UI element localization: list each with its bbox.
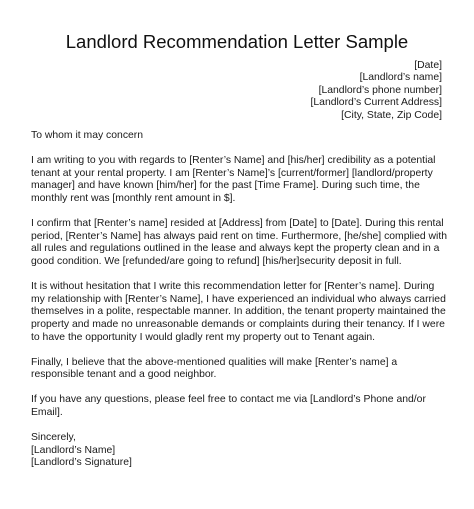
- greeting: To whom it may concern: [31, 130, 144, 141]
- paragraph-contact: If you have any questions, please feel free to contact me via [Landlord’s Phone and/or Email].: [31, 394, 426, 419]
- sender-info-block: [311, 60, 443, 122]
- landlord-phone-placeholder: [Landlord’s phone number]: [318, 84, 442, 96]
- closing-landlord-name: [Landlord’s Name]: [31, 444, 116, 456]
- letter-body: [31, 130, 447, 470]
- valediction: Sincerely,: [31, 432, 76, 444]
- paragraph-recommendation: It is without hesitation that I write this recommendation letter for [Renter’s name]. During my relationship with [Renter’s Name], I have experienced an individual who always carried themselves in a polite, respectable manner. In addition, the tenant property maintained the property and made no unreasonable demands or complaints during their tenancy. If I were to have the opportunity I would gladly rent my property out to Tenant again.: [31, 281, 446, 343]
- page-title: Landlord Recommendation Letter Sample: [65, 31, 409, 52]
- date-placeholder: [Date]: [414, 60, 442, 71]
- paragraph-confirmation: I confirm that [Renter’s name] resided at [Address] from [Date] to [Date]. During this rental period, [Renter’s Name] has always paid rent on time. Furthermore, [he/she] complied with all rules and regulations outlined in the lease and always kept the property clean and in a good condition. We [refunded/are going to refund] [his/her]security deposit in full.: [31, 218, 448, 267]
- closing-block: [31, 432, 447, 470]
- landlord-address-placeholder: [Landlord’s Current Address]: [310, 97, 442, 109]
- city-state-zip-placeholder: [City, State, Zip Code]: [341, 109, 442, 121]
- closing-landlord-signature: [Landlord’s Signature]: [31, 457, 132, 469]
- paragraph-finally: Finally, I believe that the above-mentioned qualities will make [Renter’s name] a responsible tenant and a good neighbor.: [31, 356, 398, 381]
- paragraph-intro: I am writing to you with regards to [Renter’s Name] and [his/her] credibility as a potential tenant at your rental property. I am [Renter’s Name]’s [current/former] [landlord/property manager] and have known [him/her] for the past [Time Frame]. During such time, the monthly rent was [monthly rent amount in $].: [31, 155, 436, 204]
- landlord-name-placeholder: [Landlord’s name]: [359, 72, 442, 84]
